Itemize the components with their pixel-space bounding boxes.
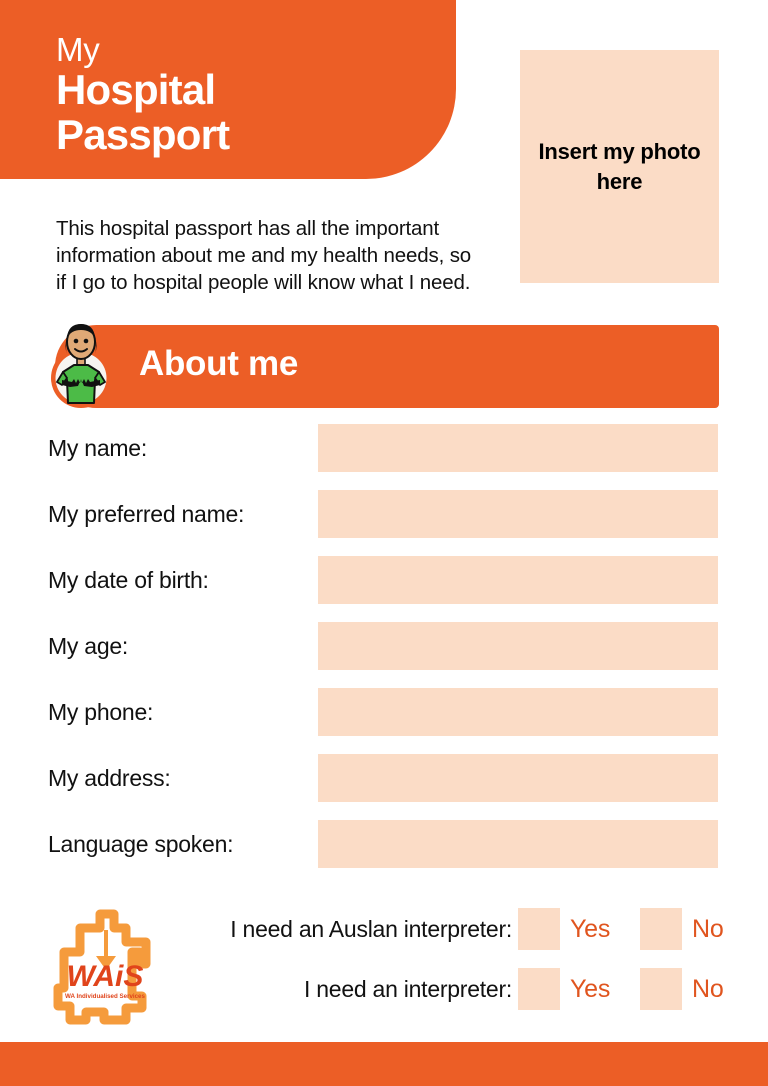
form-label-my-name: My name:	[48, 434, 147, 461]
form-row	[0, 424, 768, 490]
form-row	[0, 556, 768, 622]
interpreter-row-general	[0, 968, 768, 1028]
form-label-language-spoken: Language spoken:	[48, 830, 234, 857]
about-me-form	[0, 424, 768, 886]
interpreter-no-checkbox[interactable]	[640, 968, 682, 1010]
interpreter-label-auslan: I need an Auslan interpreter:	[230, 915, 512, 942]
footer-bar	[0, 1042, 768, 1086]
auslan-no-option[interactable]	[640, 908, 724, 950]
about-me-title: About me	[139, 344, 298, 383]
form-input-my-age[interactable]	[318, 622, 718, 670]
interpreter-row-auslan	[0, 908, 768, 968]
form-input-language-spoken[interactable]	[318, 820, 718, 868]
form-input-my-preferred-name[interactable]	[318, 490, 718, 538]
form-input-my-address[interactable]	[318, 754, 718, 802]
person-pointing-at-self-icon	[50, 318, 114, 414]
form-input-my-phone[interactable]	[318, 688, 718, 736]
form-label-my-address: My address:	[48, 764, 171, 791]
page-title-line1: My	[56, 31, 100, 68]
form-row	[0, 820, 768, 886]
auslan-no-label: No	[692, 914, 724, 943]
form-input-my-date-of-birth[interactable]	[318, 556, 718, 604]
auslan-yes-checkbox[interactable]	[518, 908, 560, 950]
form-row	[0, 754, 768, 820]
page-title-line3: Passport	[56, 110, 230, 158]
form-label-my-age: My age:	[48, 632, 129, 659]
interpreter-questions	[0, 908, 768, 1028]
interpreter-no-label: No	[692, 974, 724, 1003]
form-label-my-phone: My phone:	[48, 698, 154, 725]
insert-photo-label: Insert my photo here	[538, 139, 701, 194]
auslan-yes-label: Yes	[570, 914, 611, 943]
form-label-my-preferred-name: My preferred name:	[48, 500, 245, 527]
auslan-no-checkbox[interactable]	[640, 908, 682, 950]
form-row	[0, 688, 768, 754]
page-title	[56, 33, 229, 157]
form-row	[0, 490, 768, 556]
interpreter-label-general: I need an interpreter:	[303, 975, 512, 1002]
form-label-my-date-of-birth: My date of birth:	[48, 566, 209, 593]
auslan-yes-option[interactable]	[518, 908, 610, 950]
svg-text:WA Individualised Services: WA Individualised Services	[65, 993, 145, 1000]
page-title-line2: Hospital	[56, 66, 216, 113]
insert-photo-box[interactable]	[520, 50, 719, 283]
form-row	[0, 622, 768, 688]
svg-text:WAiS: WAiS	[66, 960, 144, 993]
intro-paragraph: This hospital passport has all the important information about me and my health needs, so if I go to hospital people will know what I need.	[56, 216, 472, 294]
interpreter-no-option[interactable]	[640, 968, 724, 1010]
interpreter-yes-checkbox[interactable]	[518, 968, 560, 1010]
interpreter-yes-label: Yes	[570, 974, 611, 1003]
interpreter-yes-option[interactable]	[518, 968, 610, 1010]
form-input-my-name[interactable]	[318, 424, 718, 472]
